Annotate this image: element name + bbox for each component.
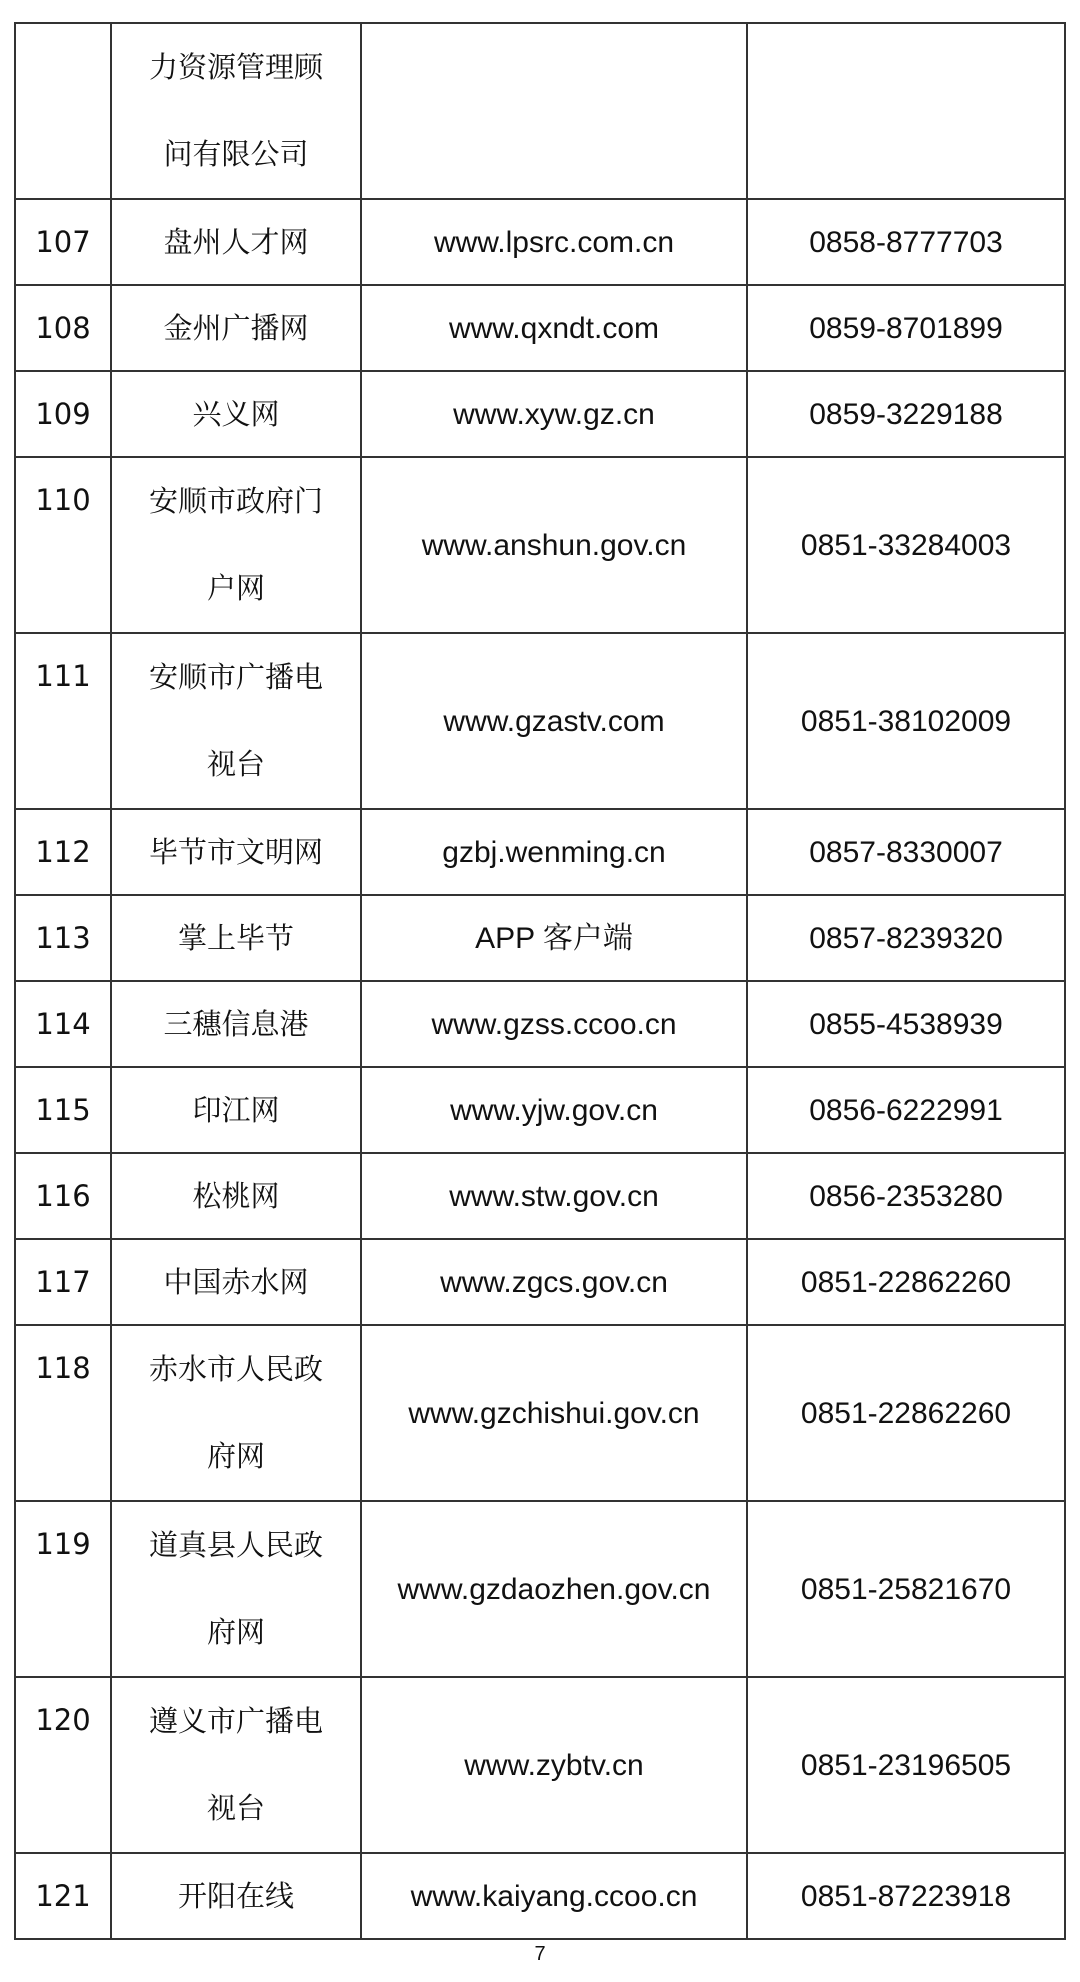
table-row xyxy=(15,285,1065,371)
website-contact-table xyxy=(14,22,1066,1940)
row-number: 117 xyxy=(35,1264,91,1299)
page-number: 7 xyxy=(534,1943,546,1965)
contact-phone-cell xyxy=(747,285,1065,371)
contact-phone: 0858-8777703 xyxy=(809,225,1003,259)
row-number-cell xyxy=(15,371,111,457)
row-number: 112 xyxy=(35,834,91,869)
site-url-cell xyxy=(361,457,747,633)
site-url: www.gzastv.com xyxy=(443,704,665,738)
site-url: www.gzss.ccoo.cn xyxy=(431,1007,677,1041)
site-url: www.zybtv.cn xyxy=(464,1748,644,1782)
site-url-cell xyxy=(361,1677,747,1853)
row-number: 107 xyxy=(35,224,91,259)
site-url-cell xyxy=(361,1325,747,1501)
site-url-cell xyxy=(361,1067,747,1153)
site-name-cell xyxy=(111,633,361,809)
row-number-cell xyxy=(15,1677,111,1853)
site-name: 力资源管理顾问有限公司 xyxy=(149,50,324,171)
site-name-cell xyxy=(111,285,361,371)
site-url: www.stw.gov.cn xyxy=(449,1179,659,1213)
site-name: 印江网 xyxy=(192,1093,280,1128)
site-name-cell xyxy=(111,895,361,981)
contact-phone-cell xyxy=(747,1239,1065,1325)
contact-phone: 0851-23196505 xyxy=(800,1748,1012,1782)
contact-phone: 0859-3229188 xyxy=(809,397,1003,431)
site-name: 兴义网 xyxy=(192,397,280,432)
site-url-cell xyxy=(361,285,747,371)
table-row xyxy=(15,1153,1065,1239)
site-url: www.qxndt.com xyxy=(448,311,660,345)
site-name-cell xyxy=(111,1067,361,1153)
site-name: 掌上毕节 xyxy=(177,921,294,956)
site-name: 盘州人才网 xyxy=(163,225,309,260)
contact-phone-cell xyxy=(747,809,1065,895)
contact-phone-cell xyxy=(747,633,1065,809)
contact-phone: 0859-8701899 xyxy=(809,311,1003,345)
site-url-cell xyxy=(361,1853,747,1939)
site-name: 松桃网 xyxy=(192,1179,280,1214)
row-number: 119 xyxy=(35,1527,91,1561)
row-number: 111 xyxy=(35,659,91,693)
row-number: 114 xyxy=(35,1006,91,1041)
contact-phone: 0851-87223918 xyxy=(800,1879,1012,1913)
contact-phone-cell xyxy=(747,371,1065,457)
site-url: www.yjw.gov.cn xyxy=(450,1093,658,1127)
site-url: www.kaiyang.ccoo.cn xyxy=(410,1879,698,1913)
table-row xyxy=(15,1067,1065,1153)
site-url-cell xyxy=(361,809,747,895)
row-number: 121 xyxy=(35,1878,91,1913)
row-number: 118 xyxy=(35,1351,91,1385)
site-url-cell xyxy=(361,1153,747,1239)
site-url-cell xyxy=(361,23,747,199)
row-number-cell xyxy=(15,633,111,809)
table-row xyxy=(15,1325,1065,1501)
site-url: gzbj.wenming.cn xyxy=(442,835,666,869)
table-row xyxy=(15,457,1065,633)
row-number-cell xyxy=(15,981,111,1067)
contact-phone: 0856-2353280 xyxy=(809,1179,1003,1213)
contact-phone-cell xyxy=(747,1853,1065,1939)
row-number-cell xyxy=(15,285,111,371)
site-url: APP 客户端 xyxy=(475,921,633,955)
contact-phone: 0851-25821670 xyxy=(800,1572,1012,1606)
table-row xyxy=(15,895,1065,981)
contact-phone-cell xyxy=(747,457,1065,633)
contact-phone-cell xyxy=(747,981,1065,1067)
row-number-cell xyxy=(15,1325,111,1501)
contact-phone: 0851-22862260 xyxy=(800,1396,1012,1430)
site-url-cell xyxy=(361,981,747,1067)
site-name-cell xyxy=(111,809,361,895)
site-name: 金州广播网 xyxy=(163,311,309,346)
contact-phone: 0851-33284003 xyxy=(800,528,1012,562)
site-name: 三穗信息港 xyxy=(163,1007,309,1042)
contact-phone-cell xyxy=(747,1501,1065,1677)
row-number: 116 xyxy=(35,1178,91,1213)
site-url: www.zgcs.gov.cn xyxy=(440,1265,668,1299)
site-url: www.anshun.gov.cn xyxy=(421,528,687,562)
table-row xyxy=(15,981,1065,1067)
contact-phone-cell xyxy=(747,23,1065,199)
row-number: 115 xyxy=(35,1092,91,1127)
site-name-cell xyxy=(111,457,361,633)
site-name-cell xyxy=(111,371,361,457)
site-url: www.gzchishui.gov.cn xyxy=(408,1396,700,1430)
site-url: www.gzdaozhen.gov.cn xyxy=(397,1572,711,1606)
table-body xyxy=(15,23,1065,1939)
site-url-cell xyxy=(361,633,747,809)
row-number-cell xyxy=(15,1153,111,1239)
site-name: 安顺市广播电视台 xyxy=(149,660,324,781)
table-row xyxy=(15,633,1065,809)
site-name-cell xyxy=(111,981,361,1067)
row-number-cell xyxy=(15,23,111,199)
site-url-cell xyxy=(361,1239,747,1325)
row-number-cell xyxy=(15,1067,111,1153)
table-row xyxy=(15,809,1065,895)
site-name-cell xyxy=(111,1677,361,1853)
contact-phone: 0857-8239320 xyxy=(809,921,1003,955)
contact-phone: 0856-6222991 xyxy=(809,1093,1003,1127)
site-name-cell xyxy=(111,1239,361,1325)
contact-phone-cell xyxy=(747,1067,1065,1153)
site-url-cell xyxy=(361,1501,747,1677)
contact-phone: 0857-8330007 xyxy=(809,835,1003,869)
site-name-cell xyxy=(111,1325,361,1501)
contact-phone: 0855-4538939 xyxy=(809,1007,1003,1041)
contact-phone-cell xyxy=(747,199,1065,285)
contact-phone-cell xyxy=(747,1325,1065,1501)
site-url-cell xyxy=(361,371,747,457)
row-number: 109 xyxy=(35,396,91,431)
contact-phone-cell xyxy=(747,1153,1065,1239)
table-row xyxy=(15,199,1065,285)
contact-phone: 0851-38102009 xyxy=(800,704,1012,738)
row-number: 113 xyxy=(35,920,91,955)
site-name-cell xyxy=(111,1153,361,1239)
site-url: www.lpsrc.com.cn xyxy=(433,225,675,259)
row-number: 110 xyxy=(35,483,91,517)
row-number: 120 xyxy=(35,1703,91,1737)
table-row xyxy=(15,1853,1065,1939)
row-number-cell xyxy=(15,457,111,633)
table-row xyxy=(15,371,1065,457)
table-row xyxy=(15,1239,1065,1325)
table-row xyxy=(15,1677,1065,1853)
site-url-cell xyxy=(361,199,747,285)
row-number-cell xyxy=(15,895,111,981)
site-name: 道真县人民政府网 xyxy=(149,1528,324,1649)
site-name: 中国赤水网 xyxy=(163,1265,309,1300)
site-name-cell xyxy=(111,1501,361,1677)
row-number-cell xyxy=(15,1501,111,1677)
site-name: 毕节市文明网 xyxy=(149,835,324,870)
row-number-cell xyxy=(15,199,111,285)
table-row xyxy=(15,1501,1065,1677)
site-name: 安顺市政府门户网 xyxy=(149,484,324,605)
row-number-cell xyxy=(15,1853,111,1939)
contact-phone-cell xyxy=(747,895,1065,981)
site-name: 开阳在线 xyxy=(177,1879,294,1914)
site-name-cell xyxy=(111,1853,361,1939)
site-name: 遵义市广播电视台 xyxy=(149,1704,324,1825)
site-name-cell xyxy=(111,23,361,199)
contact-phone-cell xyxy=(747,1677,1065,1853)
table-row xyxy=(15,23,1065,199)
row-number-cell xyxy=(15,1239,111,1325)
row-number-cell xyxy=(15,809,111,895)
row-number: 108 xyxy=(35,310,91,345)
contact-phone: 0851-22862260 xyxy=(800,1265,1012,1299)
site-name: 赤水市人民政府网 xyxy=(149,1352,324,1473)
site-url-cell xyxy=(361,895,747,981)
site-name-cell xyxy=(111,199,361,285)
site-url: www.xyw.gz.cn xyxy=(453,397,655,431)
